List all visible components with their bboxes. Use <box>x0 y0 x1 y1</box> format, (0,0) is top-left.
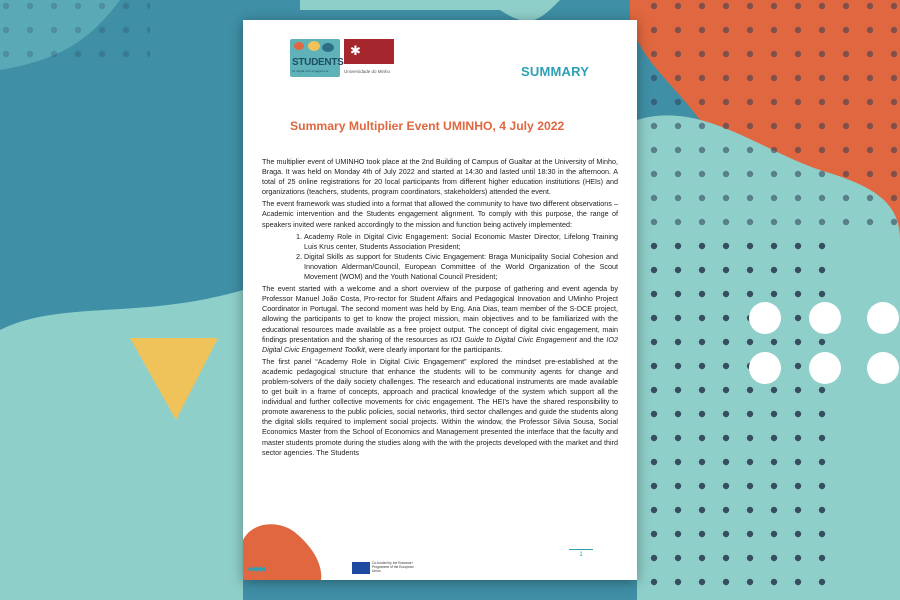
paragraph-intro: The multiplier event of UMINHO took place at the 2nd Building of Campus of Gualtar at the University of Minho, Braga. It was held on Monday 4th of July 2022 and started at 14:30 and lasted until 18:30 in the afternoon. A total of 25 online registrations for 20 local participants from different higher education institutions (HEIs) and organizations (teachers, students, program coordinators, stakeholders) attended the event. <box>262 157 618 197</box>
page-number: 1 <box>569 549 593 558</box>
eu-flag-icon <box>352 562 370 574</box>
list-item: 1. Academy Role in Digital Civic Engagement: Social Economic Master Director, Lifelong Training Luis Krus center, Students Association President; <box>304 232 618 252</box>
students-project-logo <box>290 39 344 77</box>
paragraph-event-start: The event started with a welcome and a short overview of the purpose of gathering and event agenda by Professor Manuel João Costa, Pro-rector for Student Affairs and Pedagogical Innovation and UMinho Project Coordinator in Portugal. The second moment was held by Eng. Ana Dias, team member of the S-DCE project, allowing the participants to get to know the project mission, main objectives and to be familiarized with the educational resources made available as a free project output. The concept of digital civic engagement, main findings presentation and the sharing of the resources as IO1 Guide to Digital Civic Engagement and the IO2 Digital Civic Engagement Toolkit, were clearly important for the participants. <box>262 284 618 354</box>
speaker-list <box>262 232 618 282</box>
uminho-caption: Universidade do Minho <box>344 69 391 74</box>
paragraph-framework: The event framework was studied into a format that allowed the community to have two different observations – Academic intervention and the Students engagement alignment. To comply with this purpose, the range of speakers invited were ranked accordingly to the mission and function being actively implemented: <box>262 199 618 229</box>
io1-title: IO1 Guide to Digital Civic Engagement <box>450 334 577 344</box>
uminho-emblem-icon: ✱ <box>350 43 361 58</box>
arrows-icon: ◀◀◀◀ <box>247 566 265 573</box>
section-label: SUMMARY <box>521 64 590 79</box>
document-title: Summary Multiplier Event UMINHO, 4 July 2022 <box>290 119 565 133</box>
document-page <box>243 20 637 580</box>
io2-title: IO2 Digital Civic Engagement Toolkit <box>262 334 618 354</box>
paragraph-first-panel: The first panel “Academy Role in Digital Civic Engagement” explored the mindset pre-established at the academic pedagogical structure that enhance the students will to be community agents for change and problem-solvers of the daily society challenges. The research and educational instruments are made available to get built in a frame of concepts, approach and practical knowledge of the system which support all the individual and further collective movements for civic engagement. The HEI’s have the shared responsibility to promote awareness to the public policies, social networks, third sector challenges and guide the students along the digital skills required to implement social projects. Within the window, the Professor Silvia Sousa, Social Economics Master from the School of Economics and Management presented the interface that the faculty and master students promote during the studies along with the with the projects developed with the market and third sector agencies. The Students <box>262 356 618 457</box>
document-body <box>262 157 618 460</box>
students-logo-word: STUDENTS <box>292 57 344 68</box>
eu-funding-text: Co-funded by the Erasmus+ Programme of the European Union <box>372 561 414 573</box>
uminho-logo <box>344 39 394 64</box>
list-item: 2. Digital Skills as support for Students Civic Engagement: Braga Municipality Social Cohesion and Innovation Alderman/Council, European Committee of the World Organization of the Scout Movement (WOM) and the Youth National Council President; <box>304 252 618 282</box>
students-logo-subtitle: for digital civic engagement <box>292 69 329 73</box>
